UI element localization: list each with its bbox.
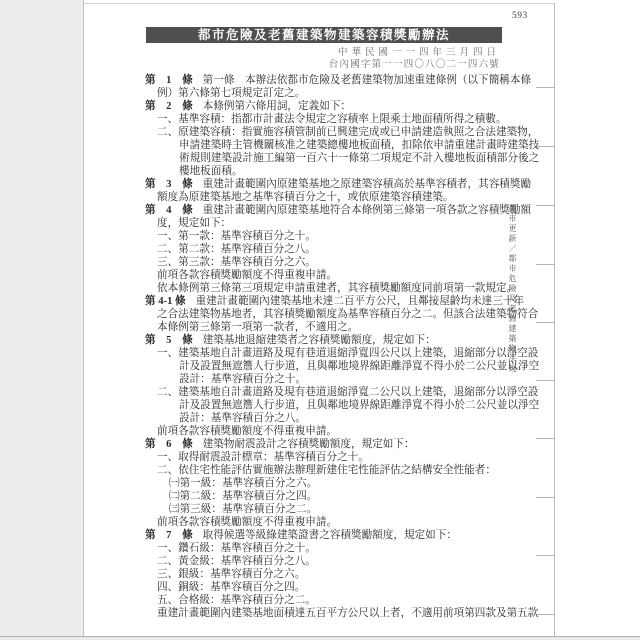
document-line bbox=[157, 425, 545, 438]
document-line bbox=[157, 464, 545, 477]
line-text: 一、取得耐震設計標章：基準容積百分之十。 bbox=[157, 452, 369, 463]
line-text: 一、建築基地自計畫道路及現有巷道退縮淨寬四公尺以上建築，退縮部分以淨空設 bbox=[157, 348, 539, 359]
document-line bbox=[145, 334, 545, 347]
page-number: 593 bbox=[512, 11, 528, 21]
line-text: 設計：基準容積百分之十。 bbox=[179, 374, 307, 385]
document-line bbox=[169, 490, 545, 503]
promulgation-date: 中華民國一一四年三月四日 bbox=[337, 48, 500, 58]
article-number: 第 7 條 bbox=[145, 530, 193, 541]
top-rule-line bbox=[84, 3, 555, 4]
line-text: 二、原建築容積：指實施容積管制前已興建完成或已申請建造執照之合法建築物， bbox=[157, 127, 539, 138]
line-text: 度，規定如下： bbox=[157, 218, 232, 229]
document-line bbox=[145, 438, 545, 451]
document-line bbox=[157, 321, 545, 334]
law-title: 都市危險及老舊建築物建築容積獎勵辦法 bbox=[197, 28, 450, 42]
document-line bbox=[157, 308, 545, 321]
line-text: ㈢第三級：基準容積百分之二。 bbox=[169, 504, 318, 515]
document-line bbox=[145, 295, 545, 308]
document-line bbox=[145, 529, 545, 542]
document-line bbox=[157, 217, 545, 230]
document-line bbox=[157, 516, 545, 529]
document-line bbox=[179, 373, 545, 386]
document-line bbox=[145, 178, 545, 191]
document-line bbox=[157, 594, 545, 607]
document-line bbox=[145, 204, 545, 217]
line-text: 建築基地退縮建築者之容積獎勵額度，規定如下： bbox=[202, 335, 436, 346]
document-line bbox=[179, 412, 545, 425]
document-line bbox=[157, 113, 545, 126]
right-rule-line bbox=[554, 3, 555, 636]
article-number: 第 3 條 bbox=[145, 179, 193, 190]
document-line bbox=[157, 269, 545, 282]
document-line bbox=[157, 542, 545, 555]
document-line bbox=[169, 503, 545, 516]
document-line bbox=[157, 581, 545, 594]
line-text: 依本條例第三條第三項規定申請重建者，其容積獎勵額度同前項第一款規定。 bbox=[157, 283, 518, 294]
document-line bbox=[145, 100, 545, 113]
article-number: 第 2 條 bbox=[145, 101, 193, 112]
scan-left-margin bbox=[0, 0, 84, 640]
line-text: 重建計畫範圍內原建築基地之原建築容積高於基準容積者，其容積獎勵 bbox=[202, 179, 532, 190]
article-number: 第 4-1 條 bbox=[145, 296, 186, 307]
document-line bbox=[157, 191, 545, 204]
side-tab-label: 都市更新／都市危險及老舊建築物法規 bbox=[508, 204, 517, 374]
document-line bbox=[157, 282, 545, 295]
line-text: 第一條 本辦法依都市危險及老舊建築物加速重建條例（以下簡稱本條 bbox=[202, 75, 532, 86]
document-line bbox=[157, 230, 545, 243]
line-text: 額度為原建築基地之基準容積百分之十，或依原建築容積建築。 bbox=[157, 192, 454, 203]
line-text: ㈠第一級：基準容積百分之六。 bbox=[169, 478, 318, 489]
line-text: ㈡第二級：基準容積百分之四。 bbox=[169, 491, 318, 502]
line-text: 重建計畫範圍內建築基地面積達五百平方公尺以上者，不適用前項第四款及第五款 bbox=[157, 608, 539, 619]
promulgation-number: 台內國字第一一四〇八〇二一四六號 bbox=[328, 60, 500, 70]
document-line bbox=[157, 126, 545, 139]
document-line bbox=[157, 386, 545, 399]
line-text: 前項各款容積獎勵額度不得重複申請。 bbox=[157, 270, 338, 281]
line-text: 重建計畫範圍內建築基地未達二百平方公尺，且鄰接屋齡均未達三十年 bbox=[195, 296, 525, 307]
document-line bbox=[179, 139, 545, 152]
line-text: 三、第三款：基準容積百分之六。 bbox=[157, 257, 316, 268]
line-text: 三、銀級：基準容積百分之六。 bbox=[157, 569, 306, 580]
line-text: 本條例第三條第一項第一款者，不適用之。 bbox=[157, 322, 359, 333]
document-line bbox=[145, 74, 545, 87]
line-text: 二、依住宅性能評估實施辦法辦理新建住宅性能評估之結構安全性能者： bbox=[157, 465, 496, 476]
document-lines bbox=[145, 74, 545, 620]
line-text: 建築物耐震設計之容積獎勵額度，規定如下： bbox=[202, 439, 415, 450]
line-text: 二、第二款：基準容積百分之八。 bbox=[157, 244, 316, 255]
line-text: 樓地板面積。 bbox=[179, 166, 243, 177]
line-text: 術規則建築設計施工編第一百六十一條第二項規定不計入樓地板面積部分後之 bbox=[179, 153, 540, 164]
line-text: 設計：基準容積百分之八。 bbox=[179, 413, 307, 424]
article-number: 第 1 條 bbox=[145, 75, 193, 86]
document-line bbox=[179, 152, 545, 165]
line-text: 申請建築時主管機關核准之建築總樓地板面積，扣除依申請重建計畫時建築技 bbox=[179, 140, 540, 151]
line-text: 例）第六條第七項規定訂定之。 bbox=[157, 88, 306, 99]
document-line bbox=[179, 399, 545, 412]
promulgation-block bbox=[329, 47, 500, 71]
line-text: 重建計畫範圍內原建築基地符合本條例第三條第一項各款之容積獎勵額 bbox=[202, 205, 532, 216]
article-number: 第 5 條 bbox=[145, 335, 193, 346]
document-line bbox=[179, 165, 545, 178]
line-text: 二、建築基地自計畫道路及現有巷道退縮淨寬二公尺以上建築，退縮部分以淨空設 bbox=[157, 387, 539, 398]
document-line bbox=[157, 451, 545, 464]
document-line bbox=[157, 568, 545, 581]
scan-bottom-margin bbox=[0, 636, 640, 640]
line-text: 計及設置無遮簷人行步道，且與鄰地境界線距離淨寬不得小於二公尺並以淨空 bbox=[179, 361, 540, 372]
line-text: 四、銅級：基準容積百分之四。 bbox=[157, 582, 306, 593]
title-bar bbox=[146, 27, 502, 43]
document-line bbox=[157, 555, 545, 568]
document-line bbox=[157, 256, 545, 269]
document-line bbox=[169, 477, 545, 490]
document-line bbox=[157, 87, 545, 100]
document-line bbox=[157, 347, 545, 360]
line-text: 二、黃金級：基準容積百分之八。 bbox=[157, 556, 316, 567]
line-text: 一、鑽石級：基準容積百分之十。 bbox=[157, 543, 316, 554]
line-text: 計及設置無遮簷人行步道，且與鄰地境界線距離淨寬不得小於二公尺並以淨空 bbox=[179, 400, 540, 411]
document-line bbox=[179, 360, 545, 373]
line-text: 五、合格級：基準容積百分之二。 bbox=[157, 595, 316, 606]
line-text: 之合法建築物基地者，其容積獎勵額度為基準容積百分之二。但該合法建築物符合 bbox=[157, 309, 539, 320]
document-line bbox=[157, 243, 545, 256]
line-text: 一、基準容積：指都市計畫法令規定之容積率上限乘土地面積所得之積數。 bbox=[157, 114, 507, 125]
line-text: 前項各款容積獎勵額度不得重複申請。 bbox=[157, 517, 338, 528]
document-line bbox=[157, 607, 545, 620]
line-text: 本條例第六條用詞，定義如下： bbox=[202, 101, 351, 112]
line-text: 取得候選等級綠建築證書之容積獎勵額度，規定如下： bbox=[202, 530, 457, 541]
article-number: 第 6 條 bbox=[145, 439, 193, 450]
article-number: 第 4 條 bbox=[145, 205, 193, 216]
line-text: 前項各款容積獎勵額度不得重複申請。 bbox=[157, 426, 338, 437]
line-text: 一、第一款：基準容積百分之十。 bbox=[157, 231, 316, 242]
